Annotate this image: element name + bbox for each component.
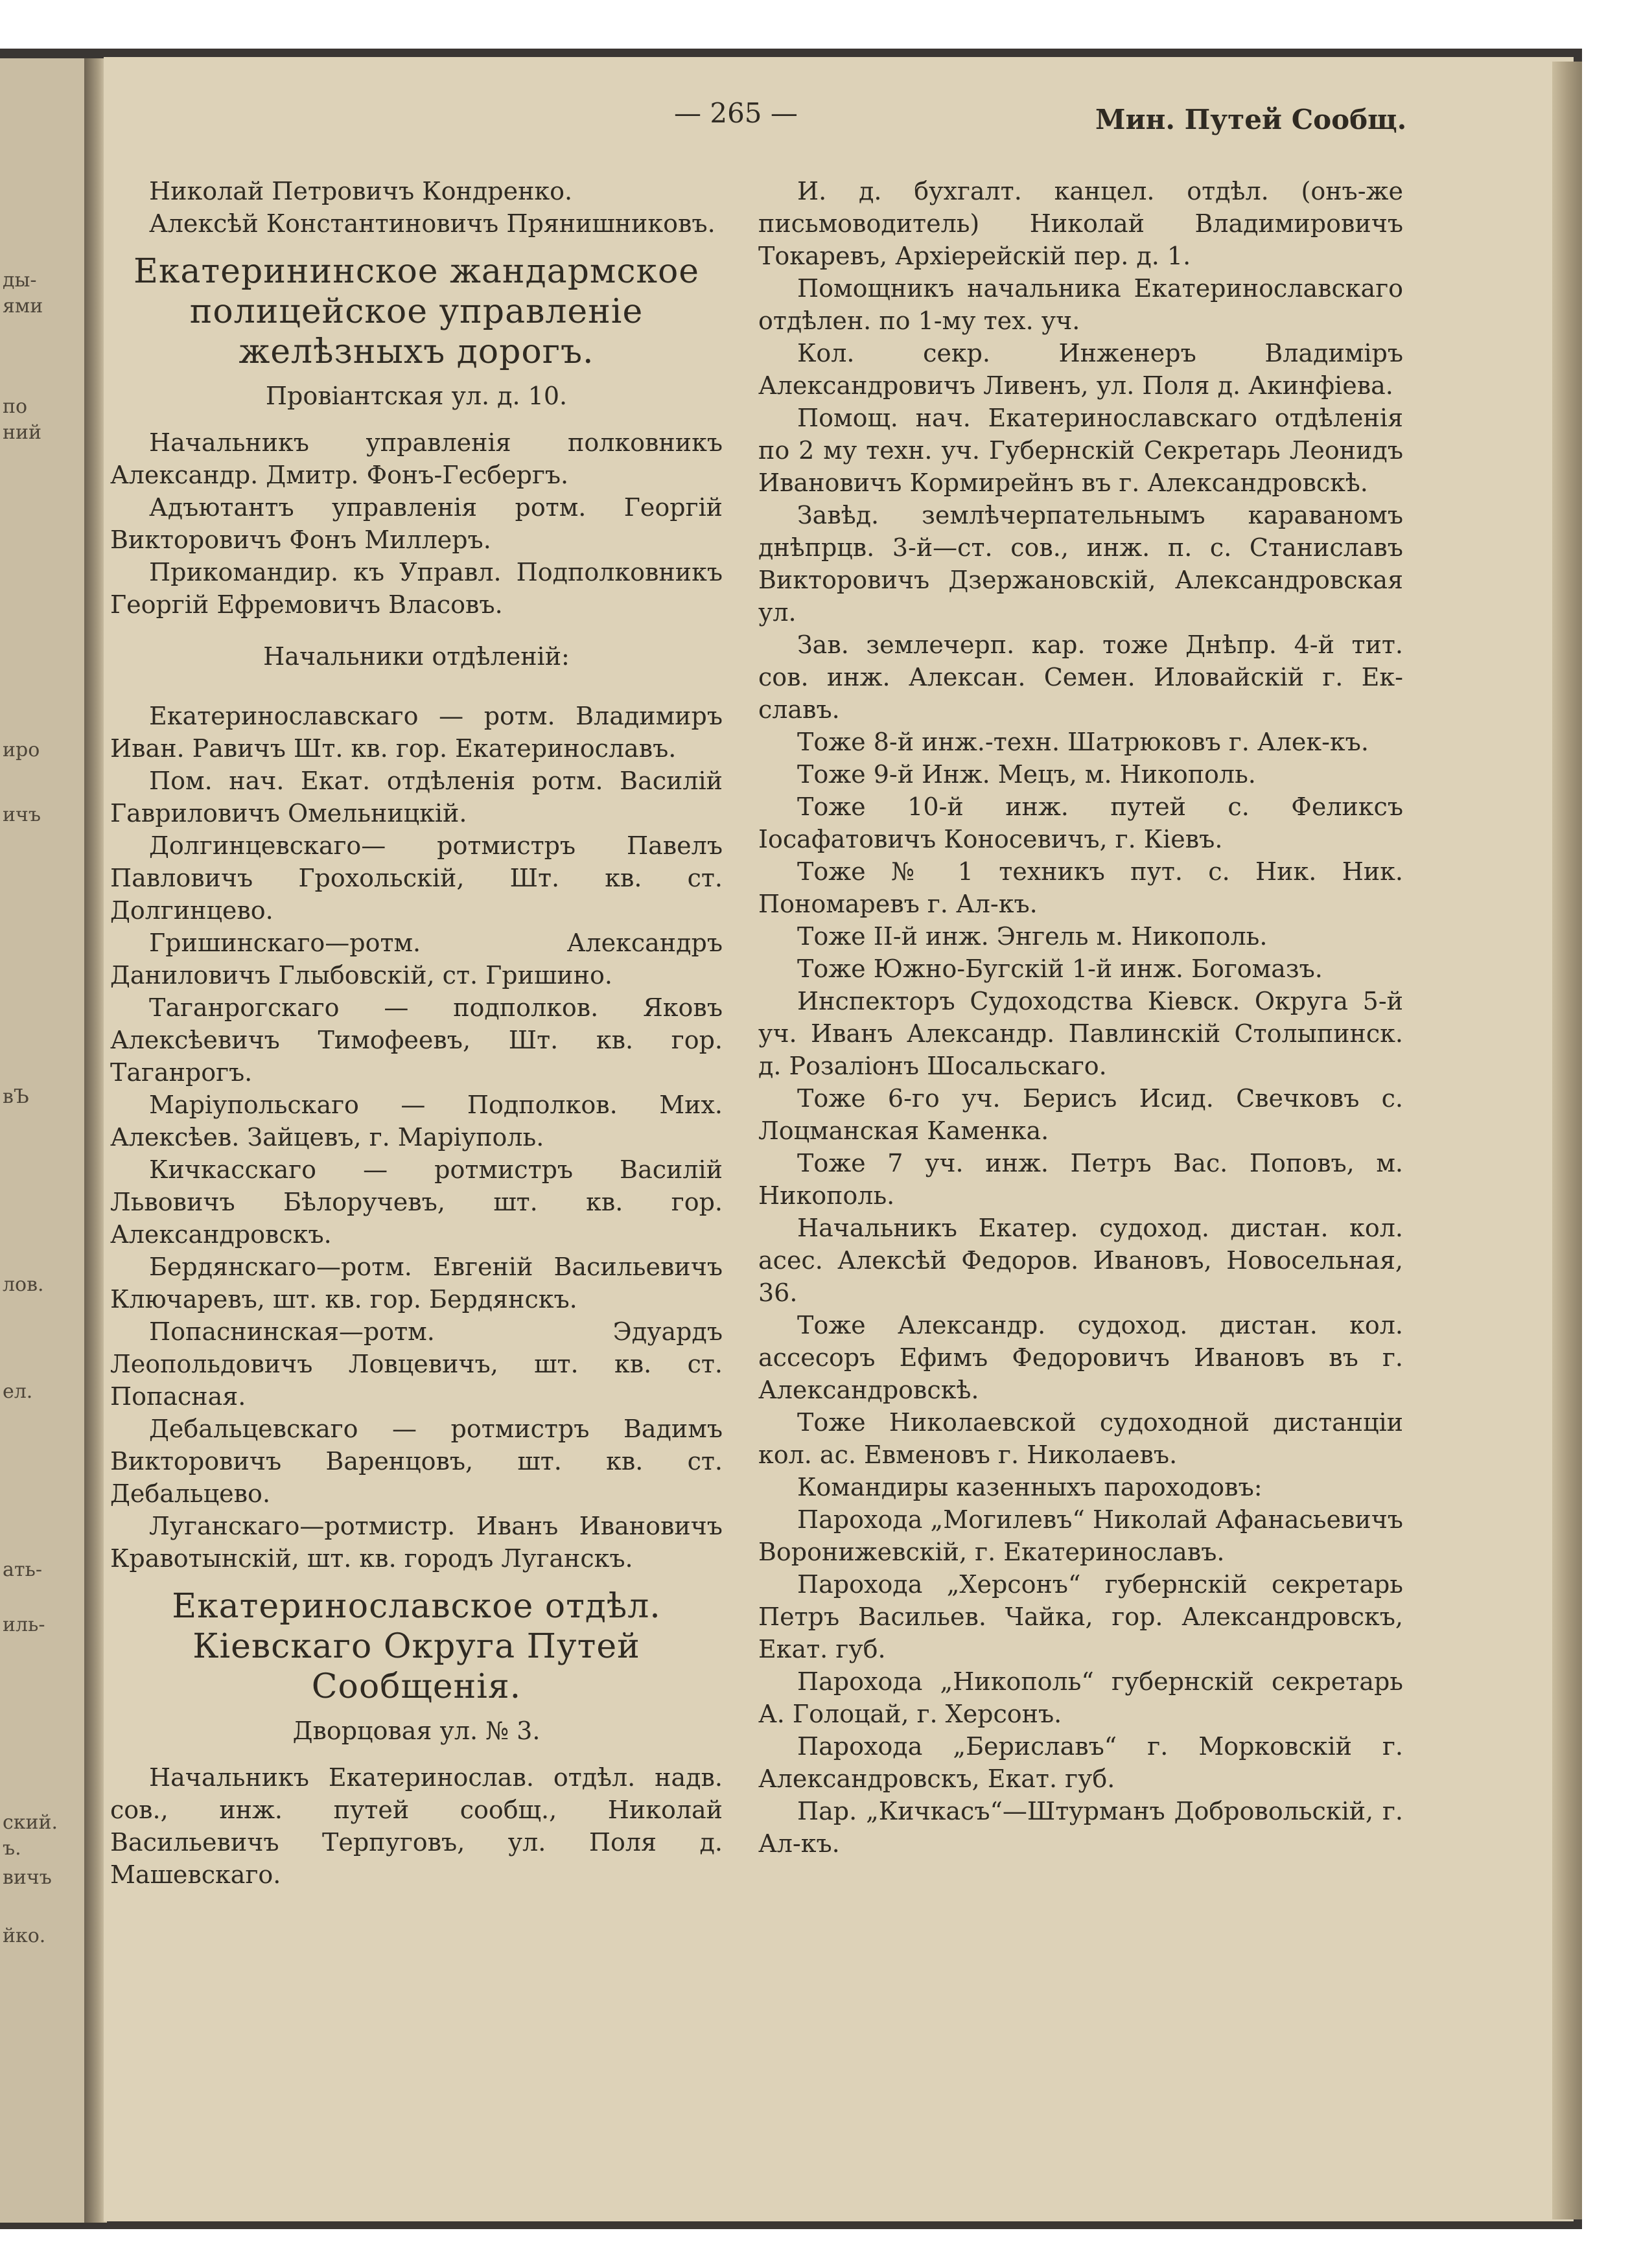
prev-page-fragment: иль- xyxy=(3,1614,45,1636)
section-title: Екатеринославское отдѣл. Кіевскаго Округа Путей Сообщенія. xyxy=(172,1587,661,1706)
branch-entry: Кичкасскаго — ротмистръ Василій Львовичъ Бѣлоручевъ, шт. кв. гор. Александровскъ. xyxy=(110,1155,723,1249)
entry: Начальникъ управленія полковникъ Александр. Дмитр. Фонъ-Гесбергъ. xyxy=(110,428,723,489)
prev-page-fragment: вЪ xyxy=(3,1085,29,1108)
entry: Тоже 6-го уч. Берисъ Исид. Свечковъ с. Лоцманская Каменка. xyxy=(758,1084,1403,1145)
running-title: Мин. Путей Сообщ. xyxy=(1095,104,1407,135)
right-column xyxy=(758,175,1403,1860)
entry: Тоже Александр. судоход. дистан. кол. ассесоръ Ефимъ Федоровичъ Ивановъ въ г. Александровскѣ. xyxy=(758,1311,1403,1404)
prev-page-fragment: ать- xyxy=(3,1558,42,1581)
branch-entry: Попаснинская—ротм. Эдуардъ Леопольдовичъ Ловцевичъ, шт. кв. ст. Попасная. xyxy=(110,1317,723,1411)
entry: Парохода „Херсонъ“ губернскій секретарь Петръ Васильев. Чайка, гор. Александровскъ, Екат. губ. xyxy=(758,1570,1403,1663)
branch-entry: Гришинскаго—ротм. Александръ Даниловичъ Глыбовскій, ст. Гришино. xyxy=(110,929,723,989)
entry: Прикомандир. къ Управл. Подполковникъ Георгій Ефремовичъ Власовъ. xyxy=(110,558,723,619)
entry: Помощ. нач. Екатеринославскаго отдѣленія по 2 му техн. уч. Губернскій Секретарь Леонидъ Ивановичъ Кормирейнъ въ г. Александровскѣ. xyxy=(758,404,1403,497)
entry: Тоже Николаевской судоходной дистанціи кол. ас. Евменовъ г. Николаевъ. xyxy=(758,1408,1403,1469)
page-number: — 265 — xyxy=(674,97,798,129)
intro-line: Николай Петровичъ Кондренко. xyxy=(149,177,573,205)
entry: Адъютантъ управленія ротм. Георгій Викторовичъ Фонъ Миллеръ. xyxy=(110,493,723,554)
branch-entry: Дебальцевскаго — ротмистръ Вадимъ Викторовичъ Варенцовъ, шт. кв. ст. Дебальцево. xyxy=(110,1415,723,1508)
branch-entry: Бердянскаго—ротм. Евгеній Васильевичъ Ключаревъ, шт. кв. гор. Бердянскъ. xyxy=(110,1253,723,1313)
entry: Кол. секр. Инженеръ Владиміръ Александровичъ Ливенъ, ул. Поля д. Акинфіева. xyxy=(758,339,1403,400)
entry: Начальникъ Екатеринослав. отдѣл. надв. сов., инж. путей сообщ., Николай Васильевичъ Терпуговъ, ул. Поля д. Машевскаго. xyxy=(110,1763,723,1889)
prev-page-fragment: ский. xyxy=(3,1811,58,1834)
branch-entry: Таганрогскаго — подполков. Яковъ Алексѣевичъ Тимофеевъ, Шт. кв. гор. Таганрогъ. xyxy=(110,993,723,1087)
intro-line: Алексѣй Константиновичъ Прянишниковъ. xyxy=(149,209,716,238)
entry: Парохода „Бериславъ“ г. Морковскій г. Александровскъ, Екат. губ. xyxy=(758,1732,1403,1793)
entry: Пар. „Кичкасъ“—Штурманъ Добровольскій, г. Ал-къ. xyxy=(758,1797,1403,1858)
entry: И. д. бухгалт. канцел. отдѣл. (онъ-же письмоводитель) Николай Владимировичъ Токаревъ, Архіерейскій пер. д. 1. xyxy=(758,177,1403,270)
prev-page-fragment: ел. xyxy=(3,1380,33,1403)
section-title: Екатерининское жандармское полицейское управленіе желѣзныхъ дорогъ. xyxy=(133,252,700,371)
prev-page-fragment: по xyxy=(3,395,28,418)
entry: Начальникъ Екатер. судоход. дистан. кол. асес. Алексѣй Федоров. Ивановъ, Новосельная, 36. xyxy=(758,1214,1403,1307)
subheading: Командиры казенныхъ пароходовъ: xyxy=(797,1473,1263,1501)
prev-page-fragment: йко. xyxy=(3,1925,46,1947)
section-address: Дворцовая ул. № 3. xyxy=(292,1717,541,1745)
entry: Тоже 8-й инж.-техн. Шатрюковъ г. Алек-къ. xyxy=(797,728,1369,756)
page-stack-edge xyxy=(1552,62,1582,2219)
section-address: Провіантская ул. д. 10. xyxy=(265,382,568,410)
entry: Тоже II-й инж. Энгель м. Никополь. xyxy=(797,922,1268,951)
branch-entry: Долгинцевскаго— ротмистръ Павелъ Павловичъ Грохольскій, Шт. кв. ст. Долгинцево. xyxy=(110,831,723,925)
entry: Парохода „Никополь“ губернскій секретарь А. Голоцай, г. Херсонъ. xyxy=(758,1667,1403,1728)
left-column xyxy=(110,175,723,1891)
entry: Тоже Южно-Бугскій 1-й инж. Богомазъ. xyxy=(797,955,1323,983)
entry: Тоже 9-й Инж. Мецъ, м. Никополь. xyxy=(797,760,1256,789)
prev-page-fragment: ъ. xyxy=(3,1837,21,1860)
subheading: Начальники отдѣленій: xyxy=(263,642,570,671)
branch-entry: Маріупольскаго — Подполков. Мих. Алексѣев. Зайцевъ, г. Маріуполь. xyxy=(110,1091,723,1151)
branch-entry: Екатеринославскаго — ротм. Владимиръ Иван. Равичъ Шт. кв. гор. Екатеринославъ. xyxy=(110,702,723,763)
prev-page-fragment: ями xyxy=(3,295,43,318)
entry: Инспекторъ Судоходства Кіевск. Округа 5-й уч. Иванъ Александр. Павлинскій Столыпинск. д. Розаліонъ Шосальскаго. xyxy=(758,987,1403,1080)
prev-page-fragment: лов. xyxy=(3,1273,44,1296)
entry: Завѣд. землѣчерпательнымъ караваномъ днѣпрцв. 3-й—ст. сов., инж. п. с. Станиславъ Викторовичъ Дзержановскій, Александровская ул. xyxy=(758,501,1403,627)
entry: Парохода „Могилевъ“ Николай Афанасьевичъ Воронижевскій, г. Екатеринославъ. xyxy=(758,1505,1403,1566)
branch-entry: Луганскаго—ротмистр. Иванъ Ивановичъ Кравотынскій, шт. кв. городъ Луганскъ. xyxy=(110,1512,723,1573)
prev-page-fragment: ды- xyxy=(3,269,37,292)
prev-page-fragment: иро xyxy=(3,739,40,761)
prev-page-fragment: ний xyxy=(3,421,41,444)
entry: Помощникъ начальника Екатеринославскаго отдѣлен. по 1-му тех. уч. xyxy=(758,274,1403,335)
prev-page-fragment: вичъ xyxy=(3,1866,52,1889)
entry: Тоже 7 уч. инж. Петръ Вас. Поповъ, м. Никополь. xyxy=(758,1149,1403,1210)
entry: Тоже № 1 техникъ пут. с. Ник. Ник. Пономаревъ г. Ал-къ. xyxy=(758,857,1403,918)
entry: Зав. землечерп. кар. тоже Днѣпр. 4-й тит. сов. инж. Алексан. Семен. Иловайскій г. Ек-славъ. xyxy=(758,631,1403,724)
entry: Тоже 10-й инж. путей с. Феликсъ Іосафатовичъ Коносевичъ, г. Кіевъ. xyxy=(758,793,1403,853)
branch-entry: Пом. нач. Екат. отдѣленія ротм. Василій Гавриловичъ Омельницкій. xyxy=(110,767,723,827)
prev-page-fragment: ичъ xyxy=(3,804,41,826)
